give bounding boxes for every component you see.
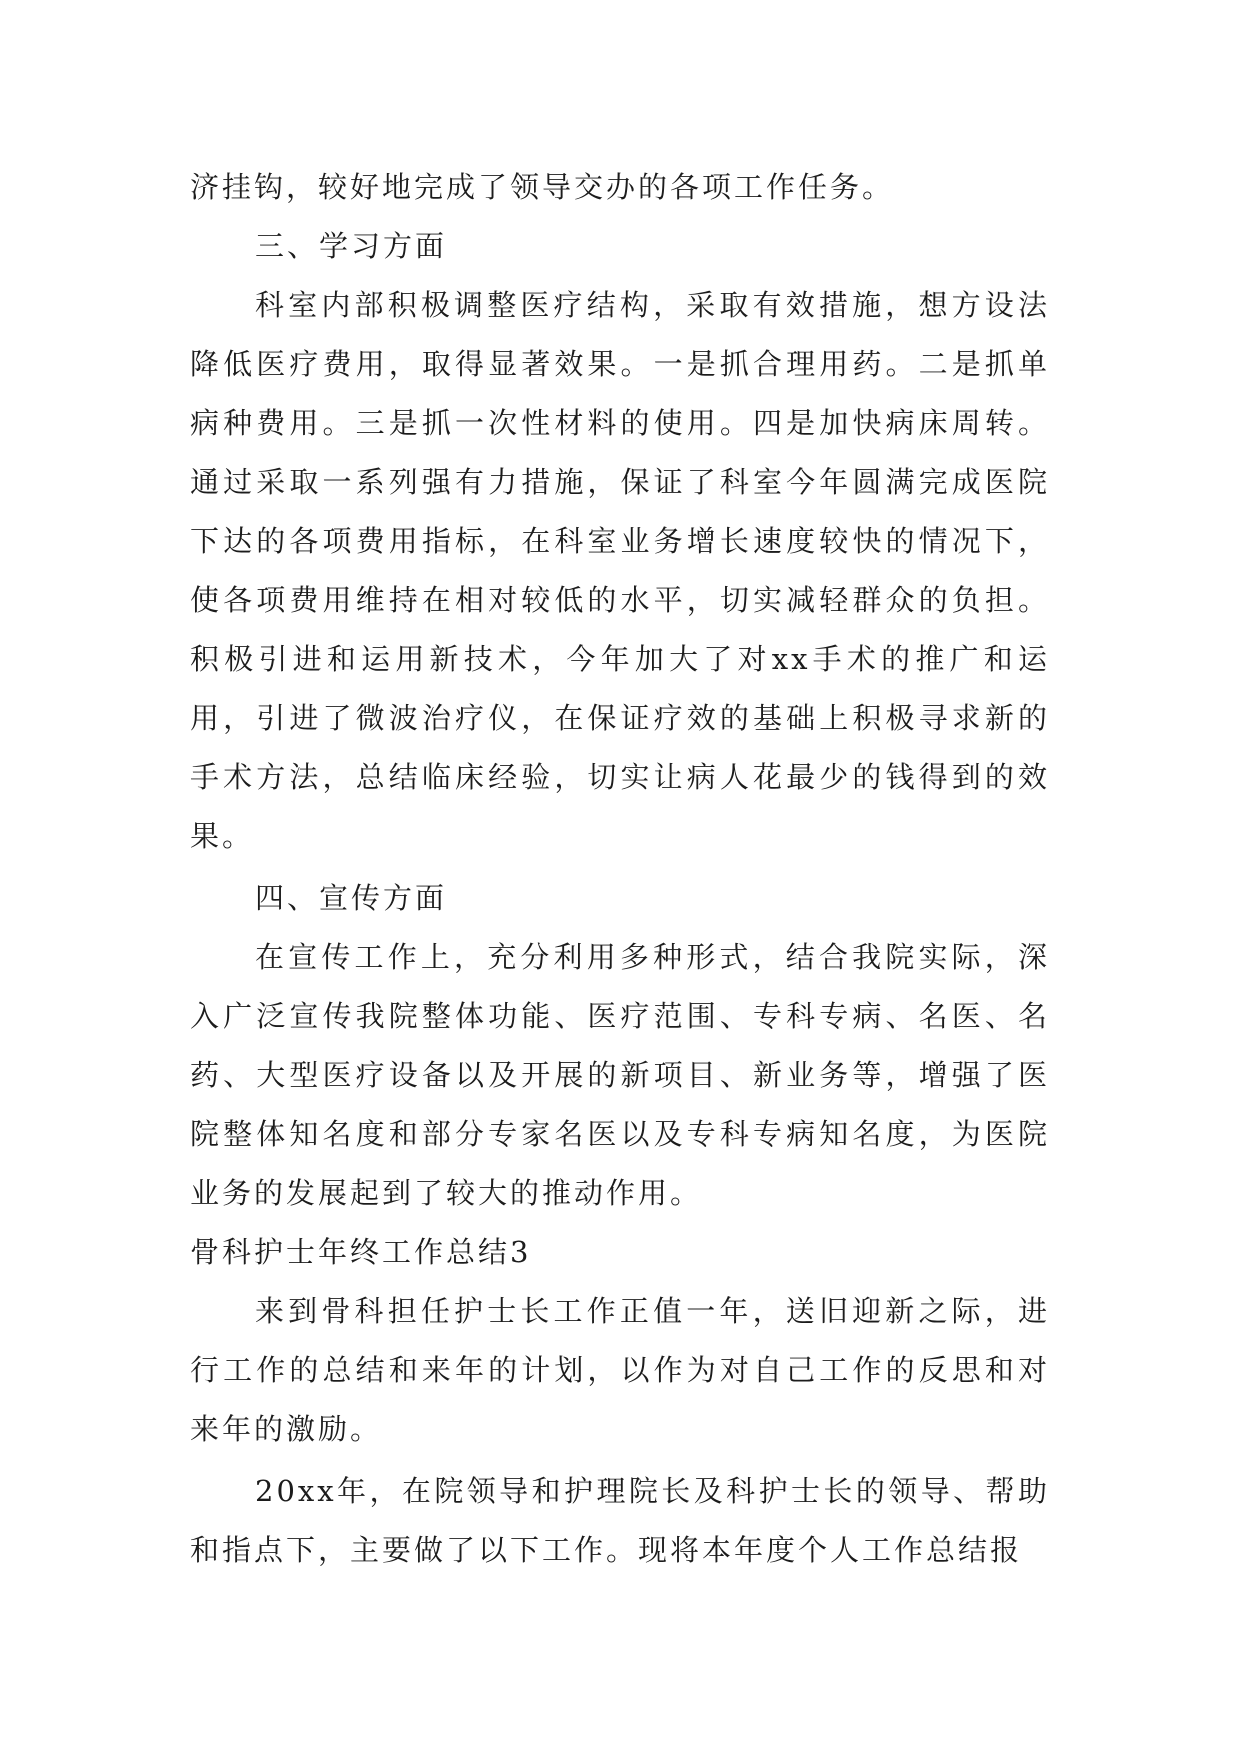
paragraph-publicity: 在宣传工作上，充分利用多种形式，结合我院实际，深入广泛宣传我院整体功能、医疗范围、专科专病、名医、名药、大型医疗设备以及开展的新项目、新业务等，增强了医院整体知名度和部分专家名医以及专科专病知名度，为医院业务的发展起到了较大的推动作用。 <box>190 940 1050 1210</box>
paragraph-intro: 来到骨科担任护士长工作正值一年，送旧迎新之际，进行工作的总结和来年的计划，以作为对自己工作的反思和对来年的激励。 <box>190 1294 1050 1446</box>
section-heading-study: 三、学习方面 <box>255 229 448 263</box>
paragraph-continuation: 济挂钩，较好地完成了领导交办的各项工作任务。 <box>190 170 895 204</box>
paragraph-study: 科室内部积极调整医疗结构，采取有效措施，想方设法降低医疗费用，取得显著效果。一是抓合理用药。二是抓单病种费用。三是抓一次性材料的使用。四是加快病床周转。通过采取一系列强有力措施，保证了科室今年圆满完成医院下达的各项费用指标，在科室业务增长速度较快的情况下，使各项费用维持在相对较低的水平，切实减轻群众的负担。积极引进和运用新技术，今年加大了对xx手术的推广和运用，引进了微波治疗仪，在保证疗效的基础上积极寻求新的手术方法，总结临床经验，切实让病人花最少的钱得到的效果。 <box>190 288 1050 853</box>
document-body <box>190 158 1050 1580</box>
document-title: 骨科护士年终工作总结3 <box>190 1235 532 1269</box>
section-heading-publicity: 四、宣传方面 <box>255 881 448 915</box>
paragraph-year-summary: 20xx年，在院领导和护理院长及科护士长的领导、帮助和指点下，主要做了以下工作。现将本年度个人工作总结报 <box>190 1474 1050 1567</box>
